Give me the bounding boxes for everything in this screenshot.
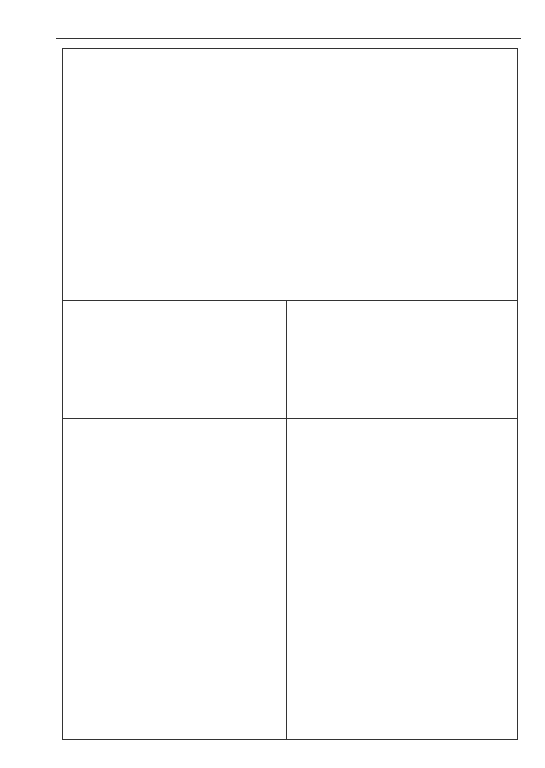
section-divider [62, 300, 518, 301]
column-divider [286, 300, 287, 740]
section-divider [62, 418, 518, 419]
page-header [56, 22, 521, 39]
page-frame [62, 48, 518, 740]
